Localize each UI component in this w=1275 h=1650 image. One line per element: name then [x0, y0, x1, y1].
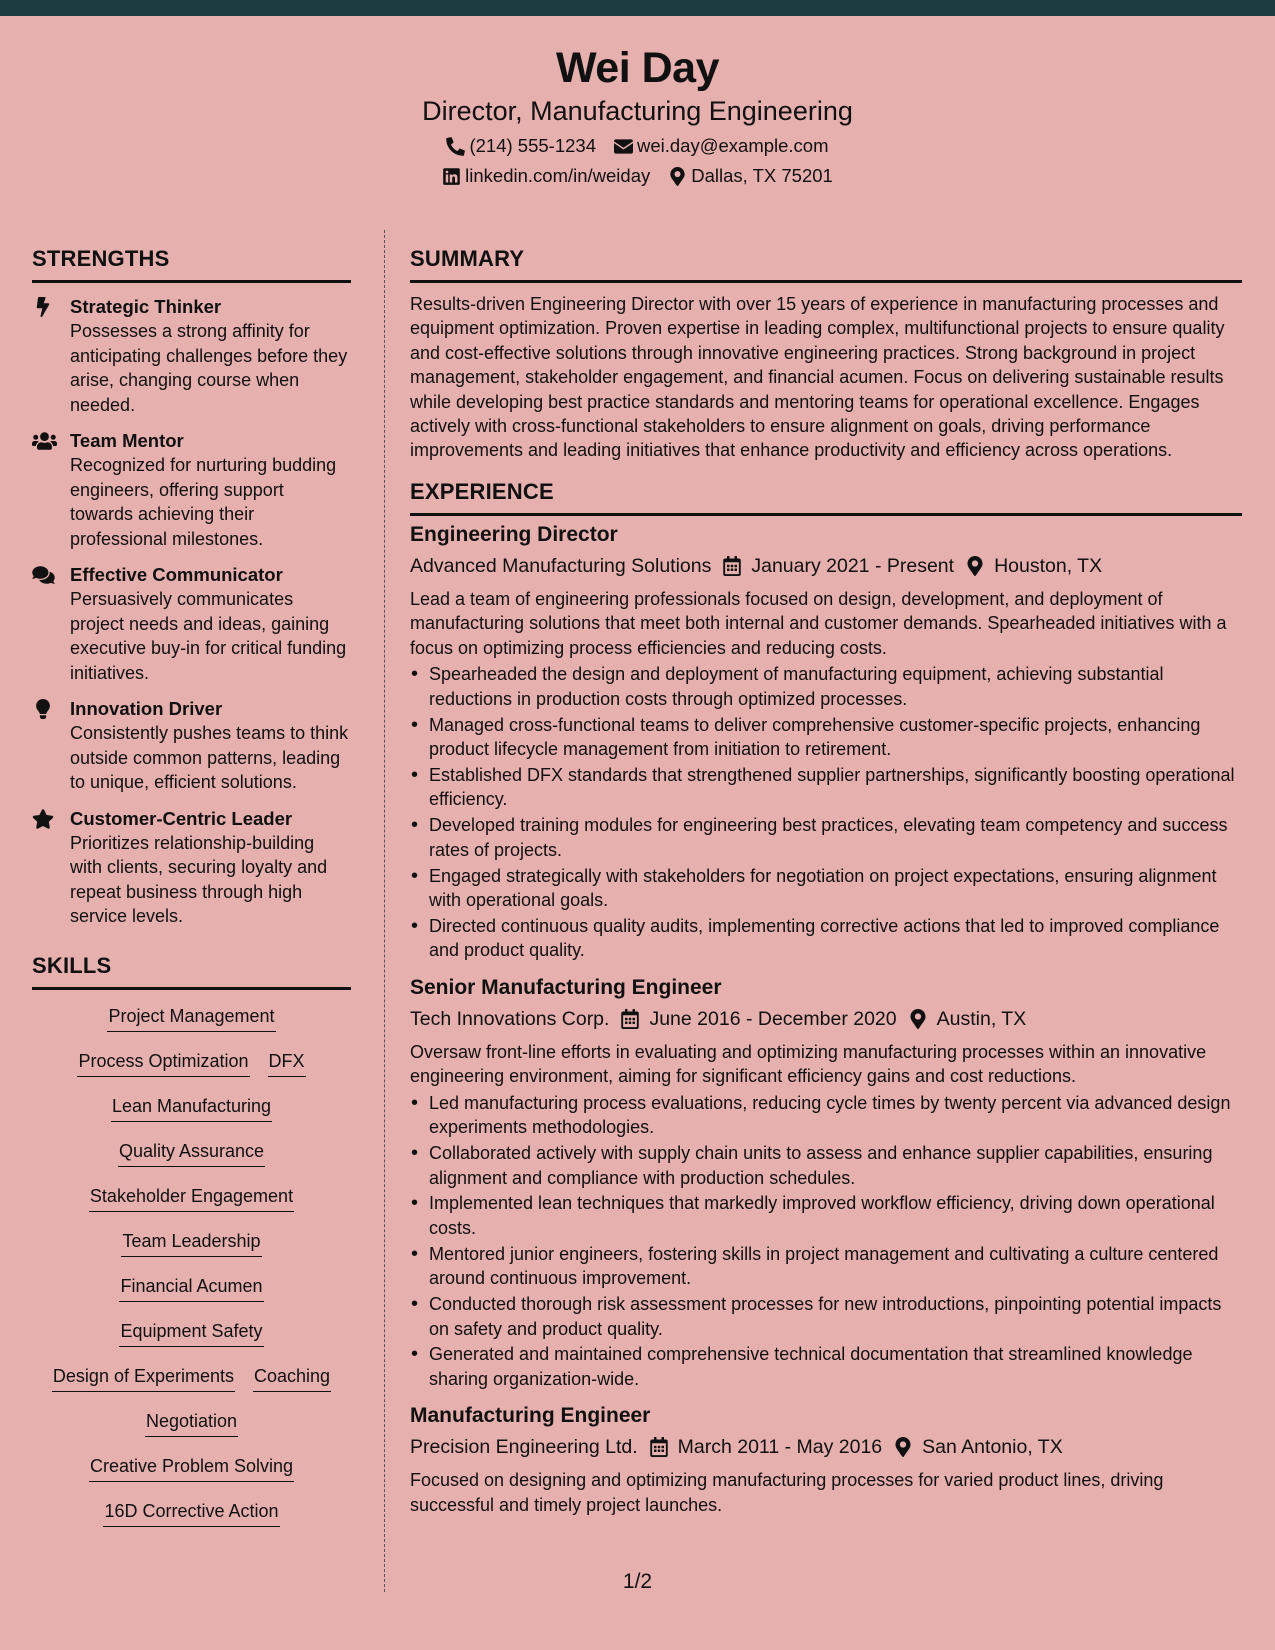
strengths-heading: STRENGTHS — [32, 246, 170, 271]
bullet-item: • Generated and maintained comprehensive technical documentation that streamlined knowledge sharing organization-wide. — [410, 1342, 1242, 1391]
column-divider — [384, 230, 385, 1592]
experience-section — [410, 477, 1242, 1517]
job-title: Engineering Director — [410, 522, 618, 546]
skill-tag: Financial Acumen — [119, 1274, 263, 1302]
job-location: Houston, TX — [994, 554, 1103, 577]
job-dates: January 2021 - Present — [751, 554, 955, 577]
map-marker-icon — [894, 1437, 912, 1457]
contact-linkedin[interactable] — [442, 164, 650, 188]
star-icon — [32, 807, 70, 929]
strengths-section — [32, 244, 351, 929]
linkedin-text: linkedin.com/in/weiday — [465, 165, 651, 186]
job-company: Advanced Manufacturing Solutions — [410, 554, 712, 577]
job-dates: March 2011 - May 2016 — [677, 1436, 883, 1459]
job-bullets — [410, 1091, 1242, 1391]
skill-tag: Quality Assurance — [118, 1139, 265, 1167]
job-description: Focused on designing and optimizing manufacturing processes for varied product lines, driving successful and timely project launches. — [410, 1470, 1164, 1515]
summary-heading: SUMMARY — [410, 246, 525, 271]
strength-item — [32, 295, 351, 417]
bullet-item: • Conducted thorough risk assessment processes for new introductions, pinpointing potential impacts on safety and product quality. — [410, 1292, 1242, 1341]
bullet-item: • Led manufacturing process evaluations, reducing cycle times by twenty percent via advanced design experiments methodologies. — [410, 1091, 1242, 1140]
bullet-item: • Mentored junior engineers, fostering skills in project management and cultivating a culture centered around continuous improvement. — [410, 1242, 1242, 1291]
strength-desc: Persuasively communicates project needs and ideas, gaining executive buy-in for critical funding initiatives. — [70, 589, 347, 683]
linkedin-icon — [442, 167, 461, 186]
strengths-rule — [32, 280, 351, 283]
job-meta — [410, 1004, 1242, 1034]
strength-desc: Possesses a strong affinity for anticipating challenges before they arise, changing course when needed. — [70, 321, 348, 415]
summary-rule — [410, 280, 1242, 283]
job-meta — [410, 1432, 1242, 1462]
bullet-item: • Managed cross-functional teams to deliver comprehensive customer-specific projects, enhancing product lifecycle management from initiation to retirement. — [410, 713, 1242, 762]
skill-tag: Stakeholder Engagement — [89, 1184, 294, 1212]
strength-title: Effective Communicator — [70, 564, 283, 585]
calendar-icon — [650, 1437, 668, 1457]
comments-icon — [32, 563, 70, 685]
map-marker-icon — [668, 167, 687, 186]
contact-email[interactable] — [614, 134, 829, 158]
summary-section — [410, 244, 1242, 463]
job-description: Lead a team of engineering professionals focused on design, development, and deployment of manufacturing solutions that meet both internal and customer demands. Spearheaded initiatives with a focus on optimizing process efficiencies and reducing costs. — [410, 588, 1227, 658]
candidate-name: Wei Day — [556, 44, 719, 92]
bullet-item: • Developed training modules for engineering best practices, elevating team competency and success rates of projects. — [410, 813, 1242, 862]
bullet-item: • Established DFX standards that strengthened supplier partnerships, significantly boosting operational efficiency. — [410, 763, 1242, 812]
phone-icon — [446, 137, 465, 156]
job-location: San Antonio, TX — [922, 1436, 1063, 1459]
job-title: Manufacturing Engineer — [410, 1404, 651, 1428]
strength-title: Customer-Centric Leader — [70, 807, 293, 829]
job-company: Tech Innovations Corp. — [410, 1007, 610, 1030]
job-company: Precision Engineering Ltd. — [410, 1436, 638, 1459]
job-entry — [410, 520, 1242, 963]
skills-section — [32, 951, 351, 1544]
job-entry — [410, 973, 1242, 1391]
skill-tag: Lean Manufacturing — [111, 1094, 272, 1122]
top-accent-bar — [0, 0, 1275, 16]
phone-text: (214) 555-1234 — [469, 135, 596, 156]
resume-header — [0, 16, 1275, 204]
strength-title: Innovation Driver — [70, 698, 223, 719]
skills-heading: SKILLS — [32, 952, 112, 978]
job-meta — [410, 551, 1242, 581]
contact-line-2 — [0, 164, 1275, 188]
strength-item — [32, 697, 351, 795]
map-marker-icon — [966, 556, 984, 576]
contact-location — [668, 164, 833, 188]
strength-desc: Prioritizes relationship-building with clients, securing loyalty and repeat business through high service levels. — [70, 832, 328, 926]
right-column — [410, 244, 1242, 1517]
job-location: Austin, TX — [936, 1007, 1027, 1030]
skill-tag: Creative Problem Solving — [89, 1454, 294, 1482]
location-text: Dallas, TX 75201 — [691, 165, 833, 186]
strength-item — [32, 429, 351, 551]
job-bullets — [410, 662, 1242, 962]
strength-title: Strategic Thinker — [70, 296, 222, 317]
experience-heading: EXPERIENCE — [410, 478, 554, 504]
calendar-icon — [621, 1009, 639, 1029]
skill-tag: Process Optimization — [77, 1049, 249, 1077]
bullet-item: • Spearheaded the design and deployment of manufacturing equipment, achieving substantial reductions in production costs through optimized processes. — [410, 662, 1242, 711]
skills-rule — [32, 987, 351, 990]
page-number: 1/2 — [622, 1570, 653, 1593]
skill-tag: 16D Corrective Action — [103, 1499, 279, 1527]
contact-phone — [446, 134, 596, 158]
map-marker-icon — [909, 1009, 927, 1029]
candidate-role: Director, Manufacturing Engineering — [422, 96, 853, 126]
job-description: Oversaw front-line efforts in evaluating and optimizing manufacturing processes within an innovative engineering environment, aiming for significant efficiency gains and cost reductions. — [410, 1041, 1207, 1087]
left-column — [32, 244, 351, 1544]
skill-tag: Team Leadership — [121, 1229, 261, 1257]
strength-desc: Consistently pushes teams to think outside common patterns, leading to unique, efficient solutions. — [70, 723, 349, 792]
strength-item — [32, 807, 351, 929]
contact-line-1 — [0, 134, 1275, 158]
skill-tag: Coaching — [253, 1364, 331, 1392]
calendar-icon — [723, 556, 741, 576]
skills-list — [32, 1004, 351, 1544]
strength-desc: Recognized for nurturing budding engineers, offering support towards achieving their professional milestones. — [70, 455, 337, 549]
job-title: Senior Manufacturing Engineer — [410, 975, 722, 999]
experience-rule — [410, 513, 1242, 516]
email-text: wei.day@example.com — [636, 135, 829, 156]
bolt-icon — [32, 295, 70, 417]
strength-title: Team Mentor — [70, 430, 184, 451]
job-entry — [410, 1401, 1242, 1517]
skill-tag: DFX — [268, 1049, 306, 1077]
skill-tag: Negotiation — [145, 1409, 238, 1437]
summary-text: Results-driven Engineering Director with over 15 years of experience in manufacturing processes and equipment optimization. Proven expertise in leading complex, multifunctional projects to ensure quality and cost-effective solutions through innovative engineering practices. Strong background in project management, stakeholder engagement, and financial acumen. Focus on delivering sustainable results while developing best practice standards and mentoring teams for operational excellence. Engages actively with cross-functional stakeholders to ensure alignment on goals, driving performance improvements and leading initiatives that enhance productivity and efficiency across operations. — [410, 294, 1225, 461]
job-dates: June 2016 - December 2020 — [649, 1007, 897, 1030]
bullet-item: • Directed continuous quality audits, implementing corrective actions that led to improved compliance and product quality. — [410, 914, 1242, 963]
bullet-item: • Collaborated actively with supply chain units to assess and enhance supplier capabilities, ensuring alignment and compliance with production schedules. — [410, 1141, 1242, 1190]
lightbulb-icon — [32, 697, 70, 795]
skill-tag: Project Management — [107, 1004, 275, 1032]
bullet-item: • Engaged strategically with stakeholders for negotiation on project expectations, ensuring alignment with operational goals. — [410, 864, 1242, 913]
strength-item — [32, 563, 351, 685]
users-icon — [32, 429, 70, 551]
bullet-item: • Implemented lean techniques that markedly improved workflow efficiency, driving down operational costs. — [410, 1191, 1242, 1240]
skill-tag: Equipment Safety — [119, 1319, 263, 1347]
skill-tag: Design of Experiments — [52, 1364, 235, 1392]
envelope-icon — [614, 137, 633, 156]
